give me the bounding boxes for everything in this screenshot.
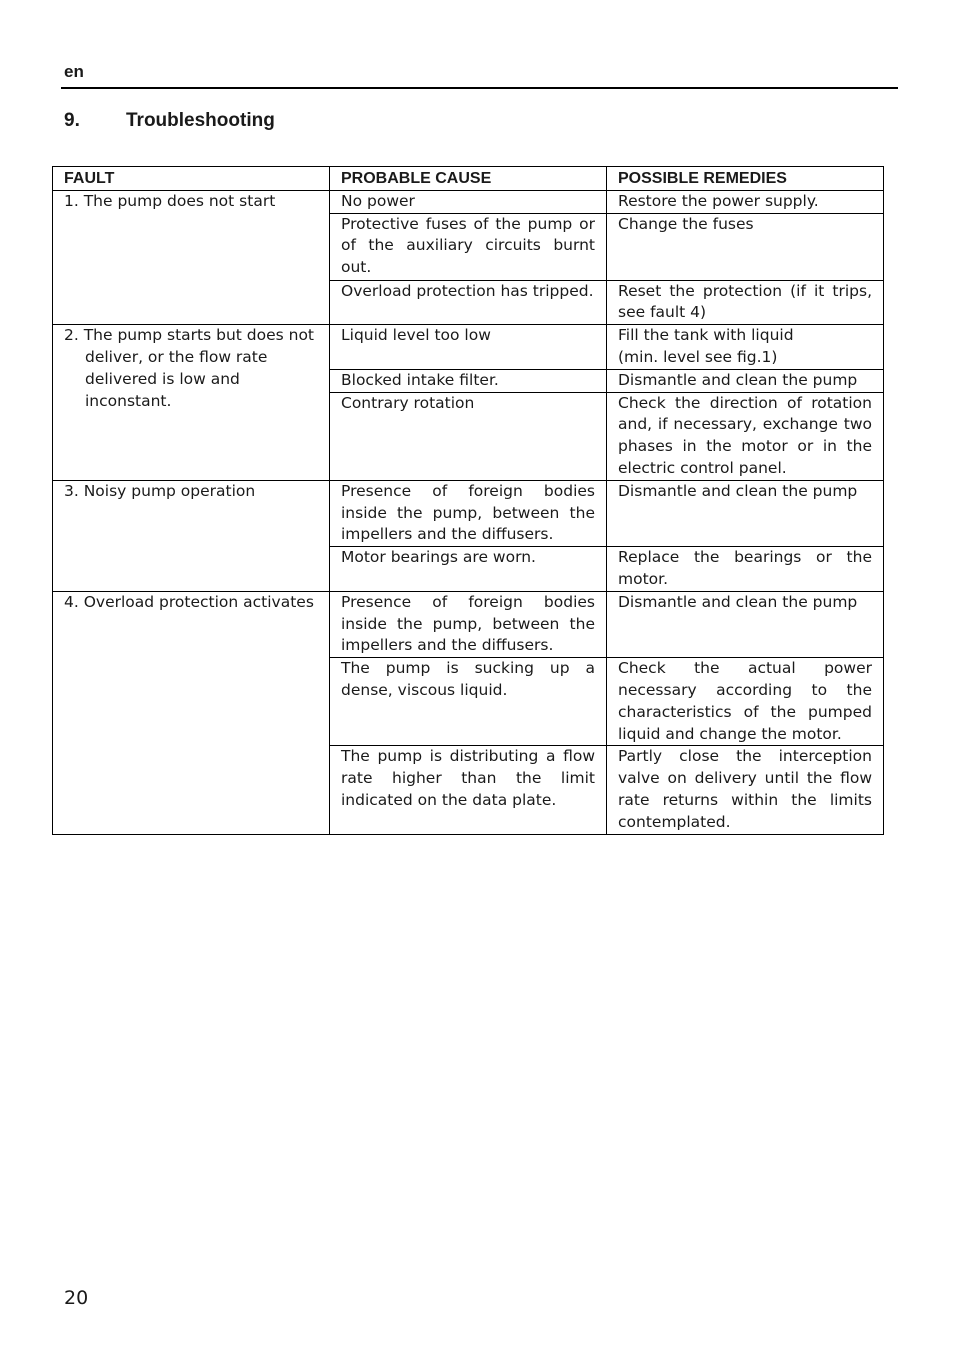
cause-cell: The pump is distributing a flow rate higher than the limit indicated on the data plate. [330,746,607,834]
remedy-cell: Change the fuses [607,213,884,280]
table-row [53,480,884,546]
cause-cell: Contrary rotation [330,392,607,480]
table-header-row [53,167,884,191]
page-number: 20 [64,1287,89,1309]
remedy-cell: Restore the power supply. [607,190,884,213]
table-row [53,591,884,657]
cause-cell: Presence of foreign bodies inside the pump, between the impellers and the diffusers. [330,480,607,546]
remedy-cell: Dismantle and clean the pump [607,591,884,657]
header-probable-cause: PROBABLE CAUSE [330,167,607,191]
remedy-cell: Dismantle and clean the pump [607,480,884,546]
language-label: en [64,62,84,81]
table-row [53,190,884,213]
remedy-cell: Check the actual power necessary according to the characteristics of the pumped liquid and change the motor. [607,658,884,746]
section-number: 9. [64,110,80,131]
remedy-cell: Replace the bearings or the motor. [607,547,884,592]
remedy-cell: Check the direction of rotation and, if necessary, exchange two phases in the motor or in the electric control panel. [607,392,884,480]
remedy-cell: Fill the tank with liquid (min. level see fig.1) [607,325,884,370]
section-heading [64,110,275,132]
section-title: Troubleshooting [126,110,275,131]
remedy-cell: Reset the protection (if it trips, see fault 4) [607,280,884,325]
fault-cell: 2. The pump starts but does not deliver, or the flow rate delivered is low and inconstant. [53,325,330,481]
header-fault: FAULT [53,167,330,191]
cause-cell: Presence of foreign bodies inside the pump, between the impellers and the diffusers. [330,591,607,657]
cause-cell: Protective fuses of the pump or of the auxiliary circuits burnt out. [330,213,607,280]
header-divider [61,87,898,89]
cause-cell: No power [330,190,607,213]
fault-cell: 3. Noisy pump operation [53,480,330,591]
header-possible-remedies: POSSIBLE REMEDIES [607,167,884,191]
cause-cell: Overload protection has tripped. [330,280,607,325]
fault-cell: 1. The pump does not start [53,190,330,324]
table-row [53,325,884,370]
cause-cell: Motor bearings are worn. [330,547,607,592]
troubleshooting-table [52,166,884,835]
cause-cell: Liquid level too low [330,325,607,370]
remedy-cell: Dismantle and clean the pump [607,369,884,392]
cause-cell: The pump is sucking up a dense, viscous liquid. [330,658,607,746]
fault-cell: 4. Overload protection activates [53,591,330,834]
cause-cell: Blocked intake filter. [330,369,607,392]
remedy-cell: Partly close the interception valve on delivery until the flow rate returns within the limits contemplated. [607,746,884,834]
